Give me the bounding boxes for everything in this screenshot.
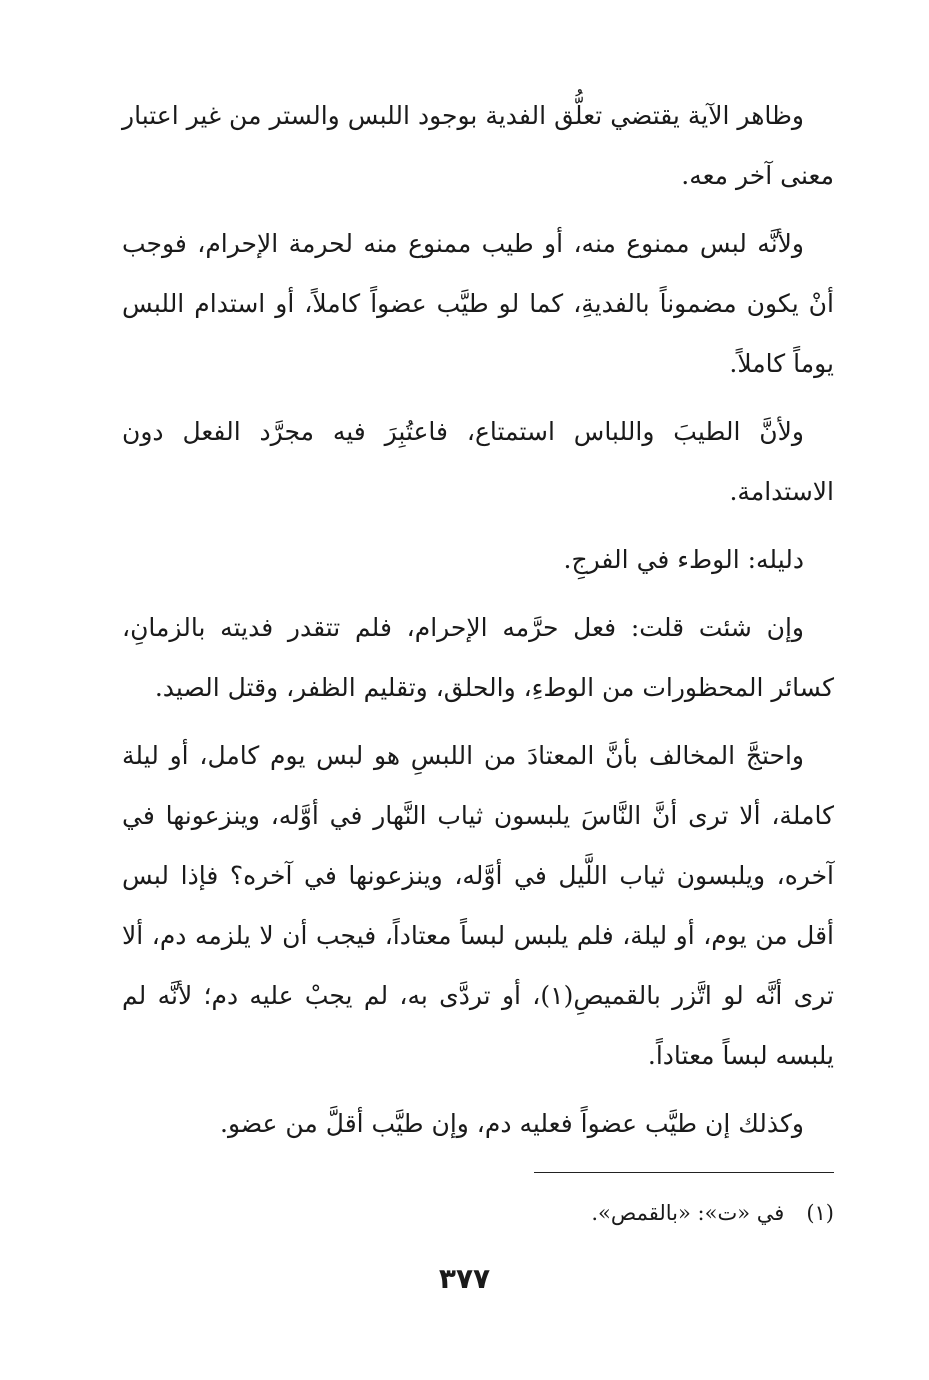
paragraph-2: ولأنَّه لبس ممنوع منه، أو طيب ممنوع منه لحرمة الإحرام، فوجب أنْ يكون مضموناً بالفديةِ، كما لو طيَّب عضواً كاملاً، أو استدام اللبس يوماً كاملاً.	[122, 229, 834, 378]
paragraph-1: وظاهر الآية يقتضي تعلُّق الفدية بوجود اللبس والستر من غير اعتبار معنى آخر معه.	[122, 101, 834, 190]
body-text	[122, 86, 834, 1162]
paragraph-7: وكذلك إن طيَّب عضواً فعليه دم، وإن طيَّب أقلَّ من عضو.	[220, 1109, 804, 1138]
page-number: ٣٧٧	[438, 1262, 491, 1295]
paragraph-4: دليله: الوطء في الفرجِ.	[563, 545, 804, 574]
footnote	[400, 1196, 834, 1230]
footnote-number: (١)	[806, 1201, 834, 1225]
paragraph-6: واحتجَّ المخالف بأنَّ المعتادَ من اللبسِ هو لبس يوم كامل، أو ليلة كاملة، ألا ترى أنَّ النَّاسَ يلبسون ثياب النَّهار في أوَّله، وينزعونها في آخره، ويلبسون ثياب اللَّيل في أوَّله، وينزعونها في آخره؟ فإذا لبس أقل من يوم، أو ليلة، فلم يلبس لبساً معتاداً، فيجب أن لا يلزمه دم، ألا ترى أنَّه لو اتَّزر بالقميصِ(١)، أو تردَّى به، لم يجبْ عليه دم؛ لأنَّه لم يلبسه لبساً معتاداً.	[122, 741, 835, 1070]
paragraph-3: ولأنَّ الطيبَ واللباس استمتاع، فاعتُبِرَ فيه مجرَّد الفعل دون الاستدامة.	[122, 417, 834, 506]
footnote-divider	[534, 1172, 834, 1173]
footnote-text: في «ت»: «بالقمص».	[591, 1201, 785, 1225]
paragraph-5: وإن شئت قلت: فعل حرَّمه الإحرام، فلم تتقدر فديته بالزمانِ، كسائر المحظورات من الوطءِ، والحلق، وتقليم الظفر، وقتل الصيد.	[122, 613, 834, 702]
